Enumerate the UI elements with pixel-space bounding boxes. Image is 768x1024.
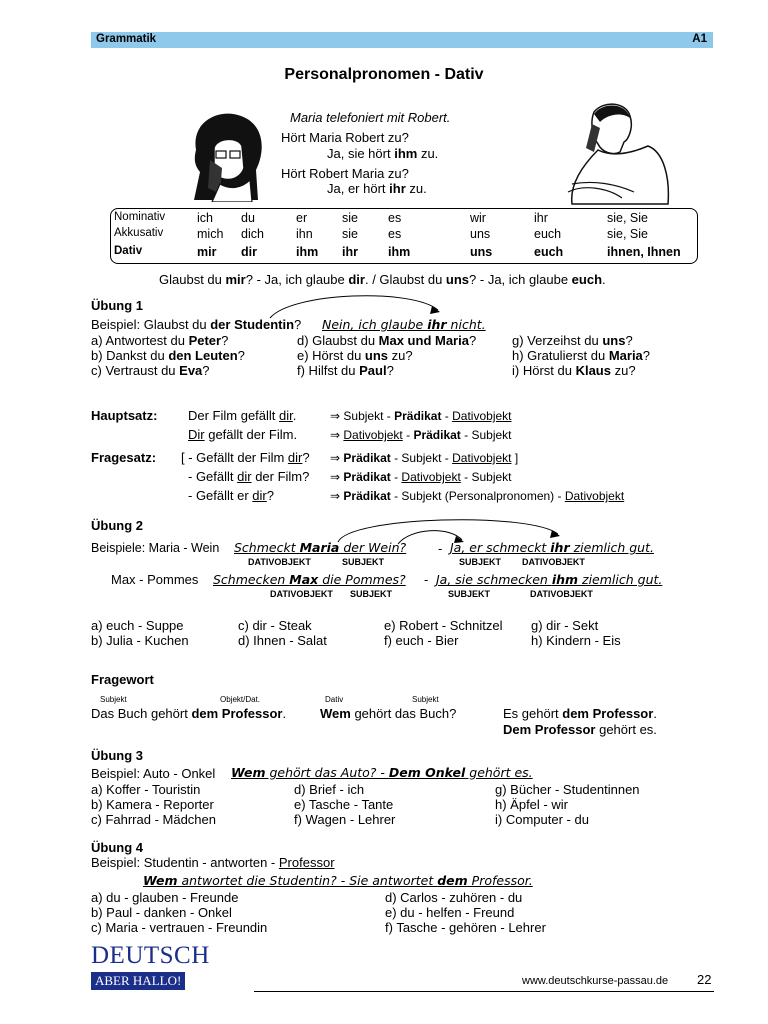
- exercise-2-example-2-cue: Max - Pommes: [111, 572, 199, 587]
- exercise-2-example-1-cue: Beispiele: Maria - Wein: [91, 541, 220, 555]
- hauptsatz-label: Hauptsatz:: [91, 408, 158, 423]
- exercise-3-example: Beispiel: Auto - Onkel: [91, 766, 216, 781]
- table-cell: ihr: [342, 245, 358, 259]
- dialog-question-1: Hört Maria Robert zu?: [281, 130, 409, 145]
- exercise-1-item: e) Hörst du uns zu?: [297, 348, 413, 363]
- exercise-2-item: h) Kindern - Eis: [531, 633, 621, 648]
- exercise-2-item: c) dir - Steak: [238, 618, 312, 633]
- section-label: Grammatik: [96, 33, 157, 45]
- exercise-1-example-answer: Nein, ich glaube ihr nicht.: [322, 317, 486, 332]
- table-cell: es: [388, 211, 402, 225]
- fragesatz-rule-2: ⇒ Prädikat - Dativobjekt - Subjekt: [330, 470, 512, 484]
- header-bar: [91, 32, 713, 48]
- fragewort-sentence: Das Buch gehört dem Professor.: [91, 706, 287, 721]
- fragesatz-label: Fragesatz:: [91, 450, 157, 465]
- exercise-4-item: b) Paul - danken - Onkel: [91, 905, 232, 920]
- man-phone-illustration: [564, 100, 672, 210]
- exercise-2-item: e) Robert - Schnitzel: [384, 618, 503, 633]
- small-label: Subjekt: [100, 695, 127, 704]
- table-cell: sie, Sie: [607, 211, 648, 225]
- logo-deutsch: DEUTSCH: [91, 942, 210, 969]
- fragewort-answer-1: Es gehört dem Professor.: [503, 706, 657, 721]
- table-case-label: Akkusativ: [114, 227, 164, 239]
- table-cell: uns: [470, 245, 493, 259]
- hauptsatz-line-2: Dir gefällt der Film.: [188, 427, 298, 442]
- exercise-2-item: b) Julia - Kuchen: [91, 633, 189, 648]
- exercise-2-item: f) euch - Bier: [384, 633, 459, 648]
- hauptsatz-rule-2: ⇒ Dativobjekt - Prädikat - Subjekt: [330, 428, 512, 442]
- table-cell: ihm: [296, 245, 319, 259]
- exercise-2-item: a) euch - Suppe: [91, 618, 184, 633]
- table-cell: uns: [470, 227, 491, 241]
- small-label: Objekt/Dat.: [220, 695, 261, 704]
- table-cell: ihnen, Ihnen: [607, 245, 681, 259]
- exercise-1-item: i) Hörst du Klaus zu?: [512, 363, 636, 378]
- table-cell: sie, Sie: [607, 227, 648, 241]
- page-number: 22: [697, 972, 712, 987]
- footer-url[interactable]: www.deutschkurse-passau.de: [522, 975, 669, 987]
- woman-phone-illustration: [186, 110, 264, 202]
- table-case-label: Nominativ: [114, 211, 166, 223]
- exercise-1-item: g) Verzeihst du uns?: [512, 333, 633, 348]
- exercise-4-item: a) du - glauben - Freunde: [91, 890, 239, 905]
- example-glauben: Glaubst du mir? - Ja, ich glaube dir. / Glaubst du uns? - Ja, ich glaube euch.: [159, 272, 606, 287]
- exercise-1-item: a) Antwortest du Peter?: [91, 333, 229, 348]
- table-cell: euch: [534, 245, 564, 259]
- table-cell: dir: [241, 245, 257, 259]
- fragewort-title: Fragewort: [91, 672, 154, 687]
- table-cell: sie: [342, 227, 358, 241]
- label-subjekt: SUBJEKT: [342, 557, 385, 567]
- small-label: Subjekt: [412, 695, 439, 704]
- table-cell: dich: [241, 227, 264, 241]
- exercise-3-example-answer: Wem gehört das Auto? - Dem Onkel gehört es.: [231, 765, 533, 780]
- table-cell: er: [296, 211, 308, 225]
- fragesatz-line-1: [ - Gefällt der Film dir?: [181, 450, 310, 465]
- label-subjekt: SUBJEKT: [350, 589, 393, 599]
- fragesatz-rule-3: ⇒ Prädikat - Subjekt (Personalpronomen) - Dativobjekt: [330, 489, 625, 503]
- exercise-2-example-2-question: Schmecken Max die Pommes?: [213, 572, 406, 587]
- table-cell: ich: [197, 211, 213, 225]
- exercise-2-item: d) Ihnen - Salat: [238, 633, 327, 648]
- table-cell: es: [388, 227, 402, 241]
- table-cell: ihr: [534, 211, 548, 225]
- table-cell: ihm: [388, 245, 411, 259]
- dialog-answer-1: Ja, sie hört ihm zu.: [327, 146, 439, 161]
- exercise-1-item: f) Hilfst du Paul?: [297, 363, 394, 378]
- exercise-2-example-1-question: Schmeckt Maria der Wein?: [234, 540, 407, 555]
- exercise-3-item: d) Brief - ich: [294, 782, 365, 797]
- fragewort-question: Wem gehört das Buch?: [320, 706, 457, 721]
- exercise-1-item: b) Dankst du den Leuten?: [91, 348, 245, 363]
- exercise-4-item: e) du - helfen - Freund: [385, 905, 515, 920]
- exercise-1-item: d) Glaubst du Max und Maria?: [297, 333, 477, 348]
- fragesatz-rule-1: ⇒ Prädikat - Subjekt - Dativobjekt ]: [330, 451, 519, 465]
- exercise-4-title: Übung 4: [91, 840, 143, 855]
- table-cell: sie: [342, 211, 358, 225]
- exercise-1-item: c) Vertraust du Eva?: [91, 363, 210, 378]
- label-dativobjekt: DATIVOBJEKT: [522, 557, 585, 567]
- exercise-3-item: c) Fahrrad - Mädchen: [91, 812, 216, 827]
- label-dativobjekt: DATIVOBJEKT: [270, 589, 333, 599]
- exercise-2-title: Übung 2: [91, 518, 143, 533]
- hauptsatz-rule-1: ⇒ Subjekt - Prädikat - Dativobjekt: [330, 409, 512, 423]
- exercise-3-item: h) Äpfel - wir: [495, 797, 568, 812]
- exercise-1-example: Beispiel: Glaubst du der Studentin?: [91, 317, 302, 332]
- table-cell: wir: [470, 211, 486, 225]
- exercise-3-item: b) Kamera - Reporter: [91, 797, 214, 812]
- fragewort-answer-2: Dem Professor gehört es.: [503, 722, 657, 737]
- table-cell: ihn: [296, 227, 313, 241]
- label-subjekt: SUBJEKT: [459, 557, 502, 567]
- label-dativobjekt: DATIVOBJEKT: [530, 589, 593, 599]
- exercise-4-item: c) Maria - vertrauen - Freundin: [91, 920, 268, 935]
- exercise-2-example-2-answer: Ja, sie schmecken ihm ziemlich gut.: [436, 572, 663, 587]
- level-label: A1: [692, 33, 707, 45]
- exercise-4-item: f) Tasche - gehören - Lehrer: [385, 920, 546, 935]
- table-cell: du: [241, 211, 255, 225]
- dialog-intro: Maria telefoniert mit Robert.: [290, 110, 451, 125]
- dash: -: [438, 541, 443, 556]
- fragesatz-line-3: - Gefällt er dir?: [188, 488, 274, 503]
- table-case-label: Dativ: [114, 245, 143, 257]
- exercise-3-item: e) Tasche - Tante: [294, 797, 394, 812]
- exercise-4-example: Beispiel: Studentin - antworten - Professor: [91, 855, 335, 870]
- fragesatz-line-2: - Gefällt dir der Film?: [188, 469, 310, 484]
- exercise-2-item: g) dir - Sekt: [531, 618, 599, 633]
- exercise-3-title: Übung 3: [91, 748, 143, 763]
- exercise-3-item: g) Bücher - Studentinnen: [495, 782, 640, 797]
- dash: -: [424, 572, 429, 587]
- dialog-answer-2: Ja, er hört ihr zu.: [327, 181, 427, 196]
- exercise-3-item: f) Wagen - Lehrer: [294, 812, 396, 827]
- hauptsatz-line-1: Der Film gefällt dir.: [188, 408, 297, 423]
- table-cell: mich: [197, 227, 224, 241]
- table-cell: mir: [197, 245, 217, 259]
- label-subjekt: SUBJEKT: [448, 589, 491, 599]
- exercise-3-item: i) Computer - du: [495, 812, 589, 827]
- exercise-4-item: d) Carlos - zuhören - du: [385, 890, 523, 905]
- exercise-3-item: a) Koffer - Touristin: [91, 782, 201, 797]
- dialog-question-2: Hört Robert Maria zu?: [281, 166, 409, 181]
- exercise-1-title: Übung 1: [91, 298, 143, 313]
- logo-aber-hallo: ABER HALLO!: [91, 972, 185, 990]
- table-cell: euch: [534, 227, 562, 241]
- exercise-1-item: h) Gratulierst du Maria?: [512, 348, 651, 363]
- exercise-4-example-answer: Wem antwortet die Studentin? - Sie antwortet dem Professor.: [143, 873, 533, 888]
- footer-rule: [254, 991, 714, 992]
- page-title: Personalpronomen - Dativ: [284, 66, 484, 83]
- label-dativobjekt: DATIVOBJEKT: [248, 557, 311, 567]
- small-label: Dativ: [325, 695, 344, 704]
- exercise-2-example-1-answer: Ja, er schmeckt ihr ziemlich gut.: [450, 540, 654, 555]
